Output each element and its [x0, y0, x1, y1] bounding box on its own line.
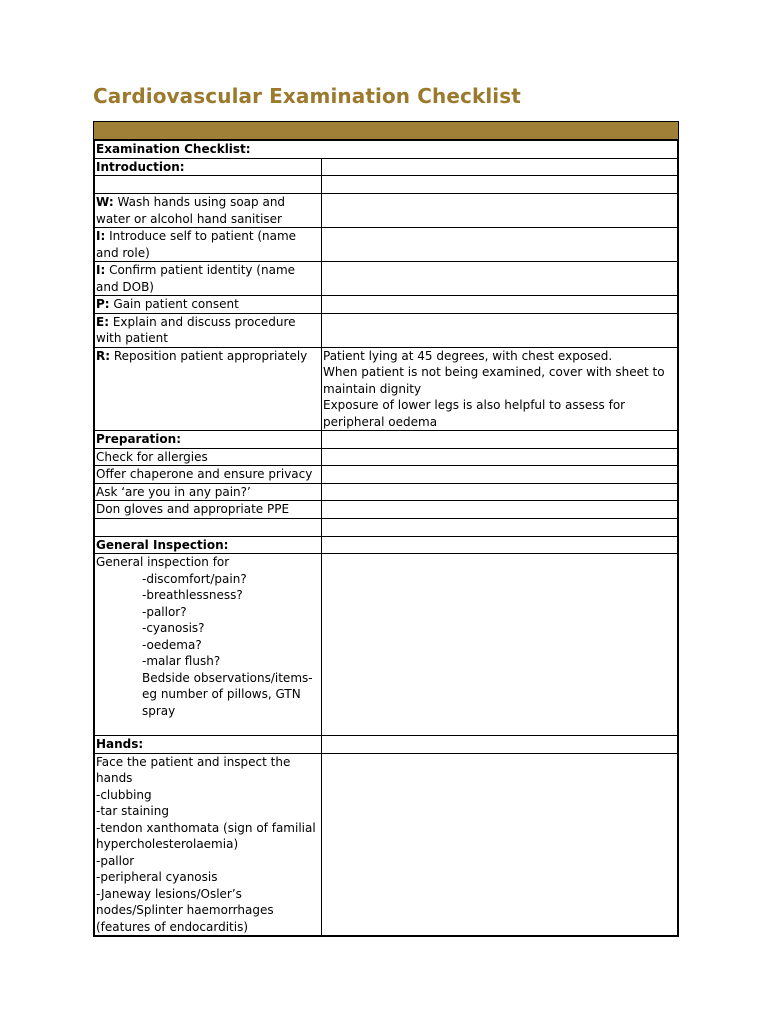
section-row-introduction [95, 158, 678, 176]
step-cell: Check for allergies [95, 448, 322, 466]
step-cell [95, 554, 322, 736]
document-title: Cardiovascular Examination Checklist [93, 84, 521, 108]
section-row-preparation [95, 431, 678, 449]
note-line: When patient is not being examined, cover with sheet to maintain dignity [323, 365, 665, 396]
section-row-hands [95, 736, 678, 754]
notes-cell [322, 158, 678, 176]
step-cell [95, 228, 322, 262]
step-lead: General inspection for [96, 555, 230, 569]
checklist-grid [94, 140, 678, 936]
step-cell [95, 753, 322, 936]
notes-cell [322, 313, 678, 347]
checklist-row [95, 501, 678, 519]
inspection-item: -malar flush? [142, 654, 221, 668]
step-cell: Ask ‘are you in any pain?’ [95, 483, 322, 501]
checklist-heading: Examination Checklist: [95, 141, 678, 159]
checklist-row-wash-hands [95, 194, 678, 228]
hands-item: -tendon xanthomata (sign of familial hypercholesterolaemia) [96, 820, 316, 851]
hands-item: -peripheral cyanosis [96, 870, 218, 884]
checklist-row-reposition [95, 347, 678, 431]
checklist-table [93, 121, 679, 937]
hands-item: -clubbing [96, 787, 152, 802]
step-cell [95, 347, 322, 431]
checklist-row-general-inspection [95, 554, 678, 736]
notes-cell [322, 228, 678, 262]
checklist-row-identity [95, 262, 678, 296]
step-text: Confirm patient identity (name and DOB) [96, 263, 296, 294]
notes-cell [322, 448, 678, 466]
hands-item: -pallor [96, 853, 135, 868]
inspection-item: -pallor? [142, 604, 187, 619]
blank-row [95, 176, 678, 194]
section-header-preparation: Preparation: [95, 431, 322, 449]
notes-cell [322, 554, 678, 736]
notes-cell [322, 483, 678, 501]
step-text: Wash hands using soap and water or alcohol hand sanitiser [96, 195, 286, 226]
notes-cell [322, 194, 678, 228]
inspection-item: -discomfort/pain? [142, 571, 247, 586]
checklist-row-hands [95, 753, 678, 936]
notes-cell [322, 536, 678, 554]
step-key: W: [96, 195, 114, 209]
checklist-row-consent [95, 296, 678, 314]
section-header-introduction: Introduction: [95, 158, 322, 176]
step-key: E: [96, 314, 109, 329]
checklist-row-explain [95, 313, 678, 347]
checklist-row [95, 483, 678, 501]
step-cell [95, 262, 322, 296]
step-cell: Don gloves and appropriate PPE [95, 501, 322, 519]
step-text: Gain patient consent [109, 297, 239, 311]
step-cell: Offer chaperone and ensure privacy [95, 466, 322, 484]
note-line: Patient lying at 45 degrees, with chest exposed. [323, 348, 613, 363]
step-cell [95, 296, 322, 314]
inspection-item: -oedema? [142, 637, 202, 652]
checklist-row-introduce [95, 228, 678, 262]
step-text: Explain and discuss procedure with patient [96, 314, 296, 345]
notes-cell [322, 431, 678, 449]
checklist-row [95, 448, 678, 466]
hands-item: -tar staining [96, 804, 169, 818]
step-key: I: [96, 229, 106, 243]
hands-item: -Janeway lesions/Osler’s nodes/Splinter haemorrhages (features of endocarditis) [96, 886, 274, 934]
step-cell [95, 194, 322, 228]
notes-cell [322, 753, 678, 936]
step-cell [95, 313, 322, 347]
notes-cell [322, 262, 678, 296]
notes-cell [322, 466, 678, 484]
step-key: I: [96, 263, 106, 277]
checklist-row [95, 466, 678, 484]
blank-row [95, 518, 678, 536]
notes-cell [322, 736, 678, 754]
header-band [94, 122, 678, 140]
inspection-item: Bedside observations/items- eg number of pillows, GTN spray [142, 670, 313, 718]
inspection-item: -cyanosis? [142, 621, 205, 635]
step-text: Reposition patient appropriately [110, 348, 308, 363]
notes-cell [322, 347, 678, 431]
inspection-item: -breathlessness? [142, 588, 243, 602]
section-header-general-inspection: General Inspection: [95, 536, 322, 554]
notes-cell [322, 296, 678, 314]
checklist-heading-row [95, 141, 678, 159]
step-text: Introduce self to patient (name and role) [96, 229, 297, 260]
note-line: Exposure of lower legs is also helpful to assess for peripheral oedema [323, 398, 626, 429]
notes-cell [322, 501, 678, 519]
section-header-hands: Hands: [95, 736, 322, 754]
section-row-general-inspection [95, 536, 678, 554]
step-lead: Face the patient and inspect the hands [96, 754, 291, 785]
step-key: R: [96, 348, 111, 363]
step-key: P: [96, 297, 110, 311]
